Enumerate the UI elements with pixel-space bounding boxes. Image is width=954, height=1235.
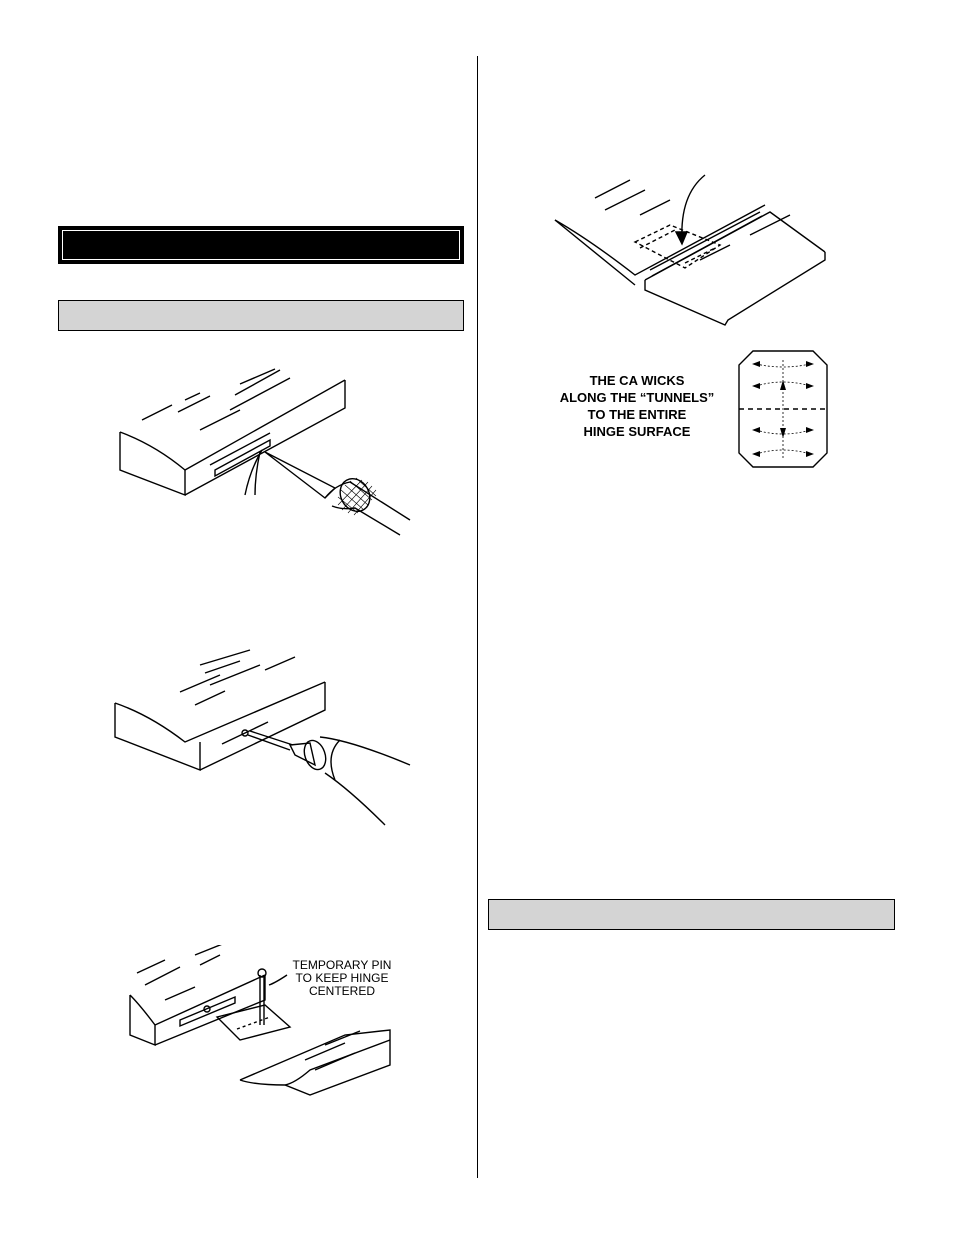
ca-wicks-label <box>548 372 726 440</box>
ca-wicks-label-line: TO THE ENTIRE <box>587 407 687 422</box>
subsection-header-bar-right <box>488 899 895 930</box>
ca-application-figure <box>550 170 835 335</box>
hinge-slot-drill-figure <box>110 645 420 835</box>
column-divider <box>477 56 478 1178</box>
temporary-pin-label-line: TO KEEP HINGE <box>295 971 389 985</box>
temporary-pin-label-line: CENTERED <box>308 984 375 998</box>
temporary-pin-label <box>287 959 397 998</box>
ca-wicks-label-line: HINGE SURFACE <box>583 424 691 439</box>
subsection-header-bar-left <box>58 300 464 331</box>
ca-wicks-label-line: ALONG THE “TUNNELS” <box>559 390 715 405</box>
hinge-slot-knife-figure <box>110 360 420 550</box>
temporary-pin-label-line: TEMPORARY PIN <box>292 958 392 972</box>
section-header-bar <box>58 226 464 264</box>
ca-wicks-label-line: THE CA WICKS <box>589 373 685 388</box>
ca-wicks-diagram <box>738 350 828 468</box>
